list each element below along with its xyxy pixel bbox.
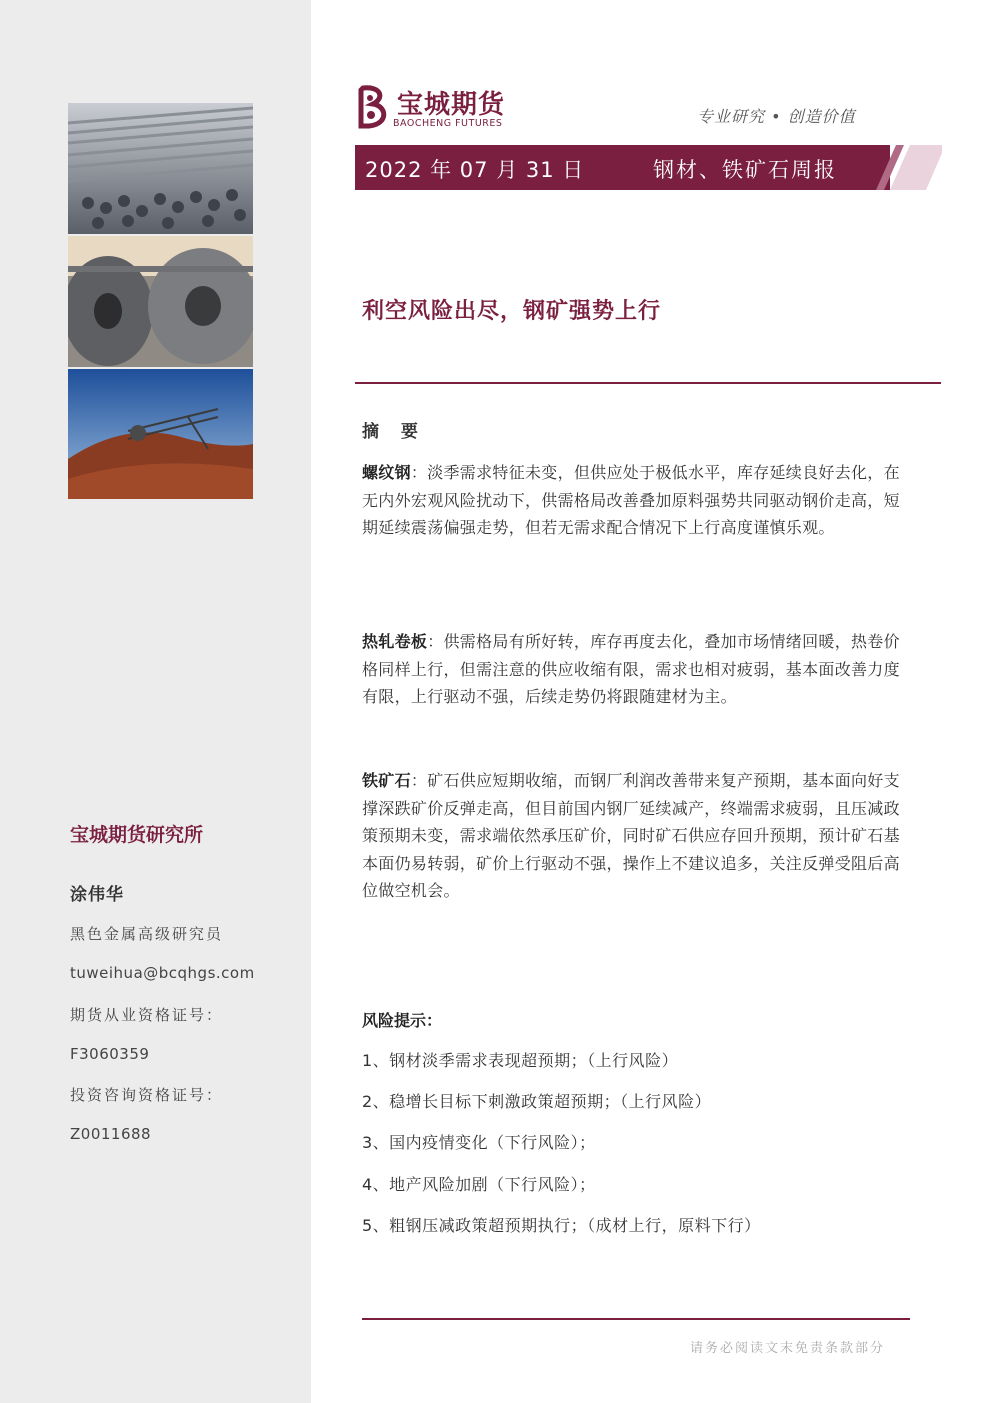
risk-item: 4、地产风险加剧（下行风险）；: [362, 1175, 596, 1194]
company-logo: [355, 84, 525, 132]
risk-item: 5、粗钢压减政策超预期执行；（成材上行，原料下行）: [362, 1216, 761, 1235]
risk-item: 3、国内疫情变化（下行风险）；: [362, 1133, 596, 1152]
section-text: ：淡季需求特征未变，但供应处于极低水平，库存延续良好去化，在无内外宏观风险扰动下，供需格局改善叠加原料强势共同驱动钢价走高，短期延续震荡偏强走势，但若无需求配合情况下上行高度谨慎乐观。: [362, 463, 900, 537]
slogan: 专业研究 • 创造价值: [697, 107, 856, 126]
report-date: 2022 年 07 月 31 日: [365, 158, 585, 182]
risk-item: 2、稳增长目标下刺激政策超预期；（上行风险）: [362, 1092, 712, 1111]
analyst-email[interactable]: tuweihua@bcqhgs.com: [70, 964, 255, 982]
section-text: ：供需格局有所好转，库存再度去化，叠加市场情绪回暖，热卷价格同样上行，但需注意的供应收缩有限，需求也相对疲弱，基本面改善力度有限，上行驱动不强，后续走势仍将跟随建材为主。: [362, 632, 900, 706]
report-title: 钢材、铁矿石周报: [653, 158, 837, 182]
analyst-name: 涂伟华: [70, 885, 124, 905]
abstract-rebar: [362, 459, 907, 542]
sidebar: [0, 0, 311, 1403]
logo-name-en: BAOCHENG FUTURES: [393, 118, 503, 129]
futures-cert-number: F3060359: [70, 1045, 150, 1063]
invest-cert-number: Z0011688: [70, 1125, 152, 1143]
section-label: 铁矿石: [362, 771, 411, 790]
disclaimer-note: 请务必阅读文末免责条款部分: [690, 1341, 886, 1356]
abstract-iron-ore: [362, 767, 907, 905]
report-banner: [355, 145, 890, 190]
section-label: 螺纹钢: [362, 463, 411, 482]
headline: 利空风险出尽，钢矿强势上行: [362, 299, 662, 324]
invest-cert-label: 投资咨询资格证号：: [70, 1086, 224, 1104]
logo-mark-icon: [355, 84, 393, 130]
abstract-heading: 摘 要: [362, 422, 426, 442]
footer-divider: [362, 1318, 910, 1320]
divider: [355, 382, 941, 384]
futures-cert-label: 期货从业资格证号：: [70, 1006, 224, 1024]
section-label: 热轧卷板: [362, 632, 428, 651]
section-text: ：矿石供应短期收缩，而钢厂利润改善带来复产预期，基本面向好支撑深跌矿价反弹走高，但目前国内钢厂延续减产，终端需求疲弱，且压减政策预期未变，需求端依然承压矿价，同时矿石供应存回升预期，预计矿石基本面仍易转弱，矿价上行驱动不强，操作上不建议追多，关注反弹受阻后高位做空机会。: [362, 771, 900, 900]
risk-heading: 风险提示：: [362, 1011, 443, 1030]
risk-item: 1、钢材淡季需求表现超预期；（上行风险）: [362, 1051, 679, 1070]
abstract-hot-rolled-coil: [362, 628, 907, 711]
institute-name: 宝城期货研究所: [70, 824, 204, 846]
logo-name-cn: 宝城期货: [397, 90, 506, 120]
banner-stripes-icon: [860, 145, 942, 190]
analyst-title: 黑色金属高级研究员: [70, 925, 224, 943]
steel-coil-photo: [68, 236, 253, 367]
rebar-photo: [68, 103, 253, 234]
iron-ore-photo: [68, 369, 253, 499]
